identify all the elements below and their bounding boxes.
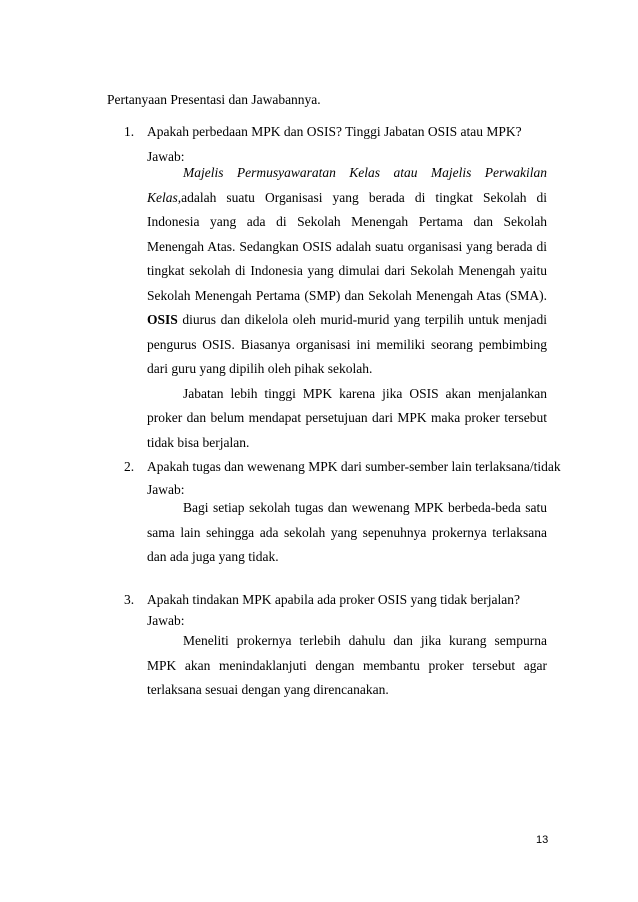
question-1-answer-paragraph-2: Jabatan lebih tinggi MPK karena jika OSIS akan menjalankan proker dan belum mendapat persetujuan dari MPK maka proker tersebut tidak bisa berjalan.	[147, 385, 547, 450]
question-2-number: 2.	[124, 459, 135, 474]
question-1-answer-label: Jawab:	[147, 149, 185, 164]
question-3-answer-paragraph: Meneliti prokernya terlebih dahulu dan jika kurang sempurna MPK akan menindaklanjuti dengan membantu proker tersebut agar terlaksana sesuai dengan yang direncanakan.	[147, 633, 547, 697]
question-2-answer	[147, 496, 547, 570]
question-1-answer-paragraph-1	[147, 161, 547, 382]
question-1-number: 1.	[124, 124, 135, 139]
question-3-answer-label: Jawab:	[147, 613, 185, 628]
question-3-text: Apakah tindakan MPK apabila ada proker OSIS yang tidak berjalan?	[147, 592, 521, 607]
answer-text: diurus dan dikelola oleh murid-murid yang terpilih untuk menjadi pengurus OSIS. Biasanya organisasi ini memiliki seorang pembimbing dari guru yang dipilih oleh pihak sekolah.	[147, 312, 547, 376]
question-1-answer	[147, 161, 547, 455]
question-3-answer	[147, 629, 547, 703]
answer-italic-term: Majelis Permusyawaratan Kelas atau Majelis Perwakilan Kelas	[147, 165, 547, 205]
question-3-number: 3.	[124, 592, 135, 607]
answer-bold-term: OSIS	[147, 312, 178, 327]
answer-text: ,adalah suatu Organisasi yang berada di tingkat Sekolah di Indonesia yang ada di Sekolah Menengah Pertama dan Sekolah Menengah Atas. Sedangkan OSIS adalah suatu organisasi yang berada di tingkat sekolah di Indonesia yang dimulai dari Sekolah Menengah yaitu Sekolah Menengah Pertama (SMP) dan Sekolah Menengah Atas (SMA).	[147, 189, 547, 303]
section-heading: Pertanyaan Presentasi dan Jawabannya.	[107, 92, 321, 107]
question-2-answer-label: Jawab:	[147, 482, 185, 497]
question-2-text: Apakah tugas dan wewenang MPK dari sumber-sember lain terlaksana/tidak	[147, 459, 561, 474]
page-number: 13	[536, 834, 549, 846]
question-1-text: Apakah perbedaan MPK dan OSIS? Tinggi Jabatan OSIS atau MPK?	[147, 124, 522, 139]
question-2-answer-paragraph: Bagi setiap sekolah tugas dan wewenang MPK berbeda-beda satu sama lain sehingga ada sekolah yang sepenuhnya prokernya terlaksana dan ada juga yang tidak.	[147, 500, 547, 564]
